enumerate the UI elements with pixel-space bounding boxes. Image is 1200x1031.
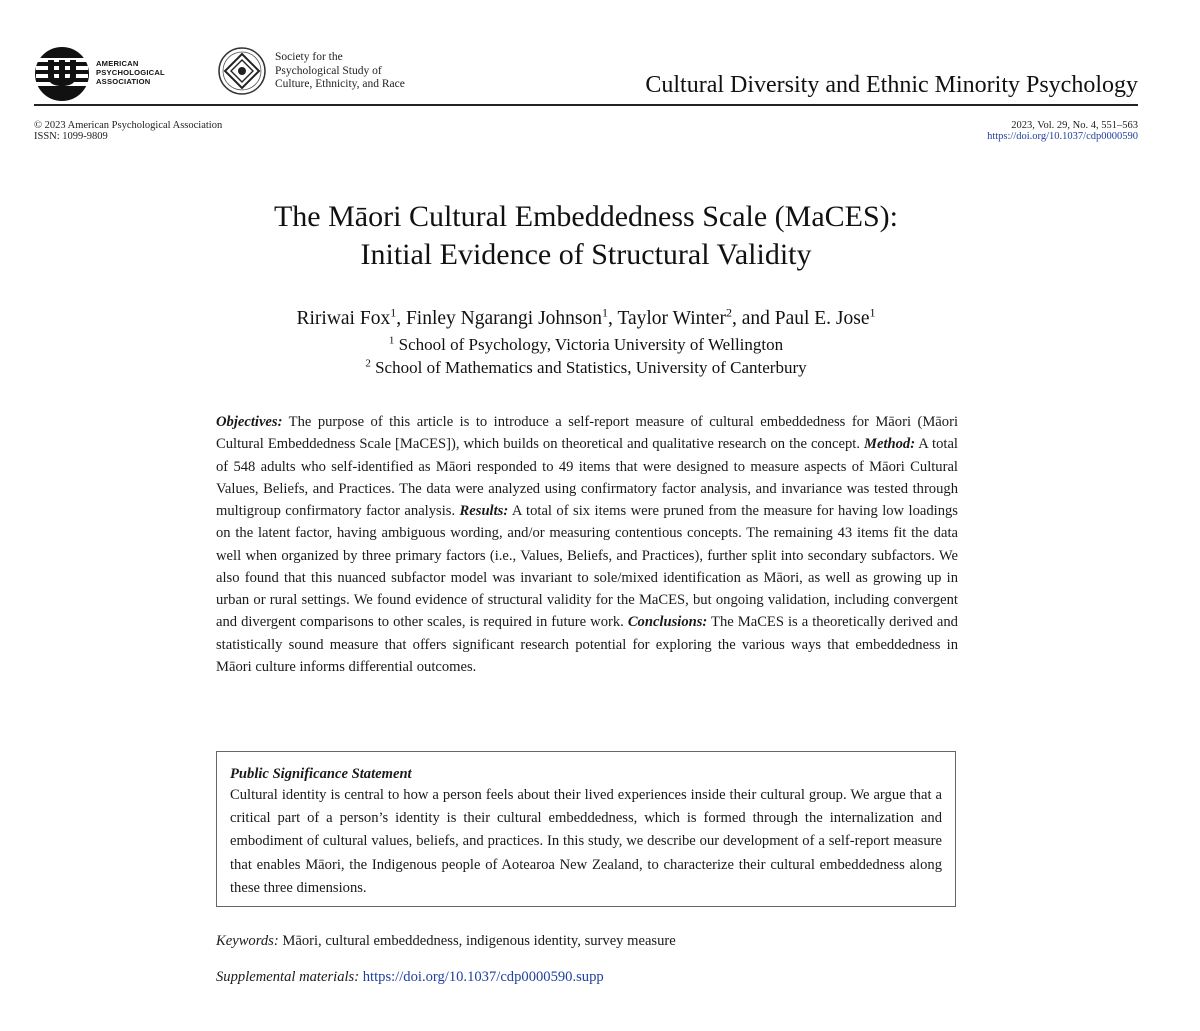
issn-line: ISSN: 1099-9809 [34,131,108,142]
apa-logo [34,46,184,102]
apa-psi-icon [34,46,90,102]
public-significance-box [216,751,956,907]
affiliation-2: $^2$ School of Mathematics and Statistics, University of Canterbury [365,357,807,377]
supplemental-link[interactable]: https://doi.org/10.1037/cdp0000590.supp [362,969,604,985]
author-name: Taylor Winter [617,308,726,329]
conclusions-text: The MaCES is a theoretically derived and statistically sound measure that offers significant research potential for exploring the various ways that embeddedness in Māori culture informs differential outcomes. [216,614,958,675]
header-rule [34,104,1138,106]
apa-logo-text: AMERICAN PSYCHOLOGICAL ASSOCIATION [96,59,165,86]
author-name: Finley Ngarangi Johnson [405,308,603,329]
supplemental-materials [216,967,976,987]
author-name: Paul E. Jose [774,308,870,329]
copyright-line: © 2023 American Psychological Association [34,120,223,131]
keywords-label: Keywords: [216,933,279,949]
keywords-text: Māori, cultural embeddedness, indigenous identity, survey measure [282,933,676,949]
conclusions-label: Conclusions: [627,614,708,631]
affiliation-1: $^1$ School of Psychology, Victoria University of Wellington [388,334,784,354]
objectives-label: Objectives: [216,414,283,430]
copyright-block [34,120,222,142]
society-emblem-icon [217,46,267,96]
abstract [216,411,958,678]
citation-block [987,120,1138,142]
author-list: Ririwai Fox$^1$, Finley Ngarangi Johnson$^1$, Taylor Winter$^2$, and Paul E. Jose$^1$ [296,305,876,329]
results-text: A total of six items were pruned from the measure for having low loadings on the latent factor, having ambiguous wording, and/or measuring contentious concepts. The remaining 43 items fit the data well when organized by three primary factors (i.e., Values, Beliefs, and Practices), further split into secondary subfactors. We also found that this nuanced subfactor model was invariant to sole/mixed identification as Māori, as well as growing up in urban or rural settings. We found evidence of structural validity for the MaCES, but ongoing validation, including convergent and divergent comparisons to other scales, is required in future work. [216,503,958,631]
method-label: Method: [864,436,916,453]
author-name: Ririwai Fox [296,308,391,329]
objectives-text: The purpose of this article is to introduce a self-report measure of cultural embeddedness for Māori (Māori Cultural Embeddedness Scale [MaCES]), which builds on theoretical and qualitative research on the concept. [216,414,958,453]
journal-title: Cultural Diversity and Ethnic Minority Psychology [645,72,1138,98]
keywords [216,931,976,951]
article-title: The Māori Cultural Embeddedness Scale (MaCES): Initial Evidence of Structural Validity [273,200,899,271]
method-text: A total of 548 adults who self-identified as Māori responded to 49 items that were designed to measure aspects of Māori Cultural Values, Beliefs, and Practices. The data were analyzed using confirmatory factor analysis, and invariance was tested through multigroup confirmatory factor analysis. [216,436,958,519]
doi-link[interactable]: https://doi.org/10.1037/cdp0000590 [987,131,1138,142]
society-name: Society for the Psychological Study of Culture, Ethnicity, and Race [275,51,405,90]
public-significance-body: Cultural identity is central to how a person feels about their lived experiences inside their cultural group. We argue that a critical part of a person’s identity is their cultural embeddedness, which is formed through the internalization and embodiment of cultural values, beliefs, and practices. In this study, we describe our development of a self-report measure that enables Māori, the Indigenous people of Aotearoa New Zealand, to characterize their cultural embeddedness along these three dimensions. [230,787,942,896]
supplemental-label: Supplemental materials: [216,969,360,985]
results-label: Results: [459,503,509,519]
society-logo [217,46,457,106]
public-significance-title: Public Significance Statement [230,766,412,782]
volume-line: 2023, Vol. 29, No. 4, 551–563 [1011,120,1138,131]
